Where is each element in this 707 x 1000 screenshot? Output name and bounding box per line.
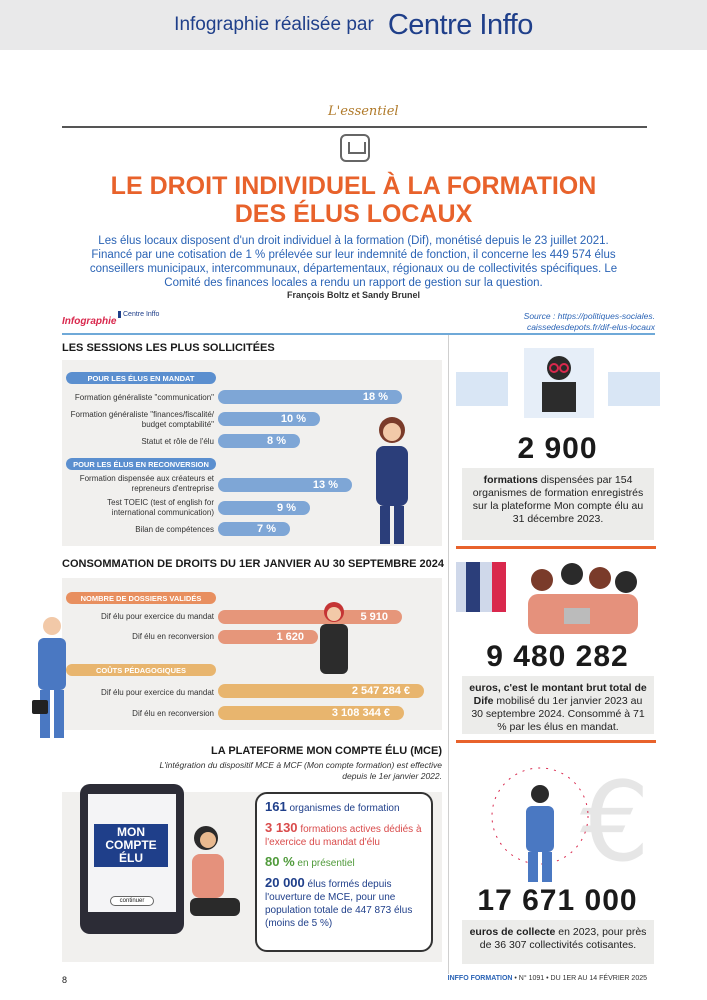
session-label: Test TOEIC (test of english for international communication) (107, 498, 214, 517)
mce-item: 161 organismes de formation (265, 799, 400, 814)
mon-compte-elu-logo: MON COMPTE ÉLU (94, 824, 168, 867)
mce-title: LA PLATEFORME MON COMPTE ÉLU (MCE) (211, 745, 442, 757)
mce-subtitle: L'intégration du dispositif MCE à MCF (Mon compte formation) est effective depuis le 1er janvier 2022. (159, 760, 442, 781)
blue-rule (62, 333, 655, 335)
infographie-label: Infographie (62, 316, 117, 327)
session-label: Formation dispensée aux créateurs et repreneurs d'entreprise (79, 474, 214, 493)
sessions-title: LES SESSIONS LES PLUS SOLLICITÉES (62, 342, 275, 354)
man-illustration (26, 612, 78, 740)
banner-prefix: Infographie réalisée par (174, 14, 374, 35)
mce-item: 3 130 formations actives dédiés à l'exercice du mandat d'élu (265, 820, 422, 848)
conso-bar: 1 620 (218, 630, 318, 644)
mce-item: 80 % en présentiel (265, 854, 355, 869)
tablet-screen (88, 794, 176, 912)
session-bar: 9 % (218, 501, 310, 515)
session-bar: 13 % (218, 478, 352, 492)
column-divider (448, 335, 449, 974)
top-rule (62, 126, 647, 128)
conso-label: Dif élu en reconversion (132, 632, 214, 641)
group-illustration (456, 556, 656, 636)
book-icon (340, 134, 370, 162)
page-title-line1: LE DROIT INDIVIDUEL À LA FORMATION (110, 172, 597, 200)
conso-bar: 5 910 (218, 610, 402, 624)
tablet-illustration (80, 784, 184, 934)
stat-divider (456, 546, 656, 549)
centre-inffo-logo[interactable]: Centre Inffo (387, 8, 533, 41)
session-label: Statut et rôle de l'élu (141, 437, 214, 446)
euro-illustration (460, 756, 660, 886)
woman-red-hair-illustration (312, 600, 356, 684)
seated-woman-illustration (176, 822, 246, 942)
conso-title: CONSOMMATION DE DROITS DU 1ER JANVIER AU 30 SEPTEMBRE 2024 (62, 558, 445, 570)
section-tag: L'essentiel (320, 104, 407, 119)
session-bar: 7 % (218, 522, 290, 536)
session-label: Bilan de compétences (135, 525, 214, 534)
session-bar: 18 % (218, 390, 402, 404)
group-reconversion-pill: POUR LES ÉLUS EN RECONVERSION (66, 458, 216, 470)
video-call-illustration (454, 342, 664, 426)
stat-number: 2 900 (517, 432, 598, 465)
stat-number: 9 480 282 (486, 640, 629, 673)
top-banner (0, 0, 707, 50)
conso-label: Dif élu en reconversion (132, 709, 214, 718)
mce-item: 20 000 élus formés depuis l'ouverture de MCE, pour une population totale de 447 873 élus (moins de 5 %) (265, 875, 413, 929)
dossiers-pill: NOMBRE DE DOSSIERS VALIDÉS (66, 592, 216, 604)
session-bar: 10 % (218, 412, 320, 426)
page-title-line2: DES ÉLUS LOCAUX (234, 200, 473, 228)
page-number: 8 (62, 975, 68, 985)
conso-bar: 3 108 344 € (218, 706, 404, 720)
conso-label: Dif élu pour exercice du mandat (101, 612, 214, 621)
woman-illustration (362, 412, 422, 544)
continuer-button[interactable]: continuer (110, 896, 154, 906)
session-label: Formation généraliste "communication" (74, 393, 214, 402)
stat-text: formations dispensées par 154 organismes de formation enregistrés sur la plateforme Mon compte élu au 31 décembre 2023. (462, 468, 654, 540)
stat-number: 17 671 000 (477, 884, 638, 917)
intro-text: Les élus locaux disposent d'un droit individuel à la formation (Dif), monétisé depuis le 23 juillet 2021. Financé par une cotisation de 1 % prélevée sur leur indemnité de fonction, il concerne les 449 574 élus conseillers municipaux, intercommunaux, départementaux, régionaux ou de collectivités spécifiques. Le Comité des finances locales a rendu un rapport de gestion sur la question. (89, 235, 618, 289)
conso-bar: 2 547 284 € (218, 684, 424, 698)
svg-text:€: € (580, 758, 650, 886)
stat-text: euros, c'est le montant brut total de Dife mobilisé du 1er janvier 2023 au 30 septembre 2024. Consommé à 71 % par les élus en mandat. (462, 676, 654, 734)
stat-divider (456, 740, 656, 743)
source-link[interactable]: Source : https://politiques-sociales. caissedesdepots.fr/dif-elus-locaux (523, 311, 655, 332)
infographie-logo: Centre Inffo (118, 311, 159, 318)
couts-pill: COÛTS PÉDAGOGIQUES (66, 664, 216, 676)
mce-stats-box (255, 792, 433, 952)
session-label: Formation généraliste "finances/fiscalité/ budget comptabilité" (70, 410, 214, 429)
publication-footer: INFFO FORMATION • N° 1091 • DU 1ER AU 14 FÉVRIER 2025 (447, 975, 647, 982)
group-mandat-pill: POUR LES ÉLUS EN MANDAT (66, 372, 216, 384)
conso-label: Dif élu pour exercice du mandat (101, 688, 214, 697)
authors: François Boltz et Sandy Brunel (286, 290, 421, 300)
stat-text: euros de collecte en 2023, pour près de 36 307 collectivités cotisantes. (462, 920, 654, 964)
session-bar: 8 % (218, 434, 300, 448)
